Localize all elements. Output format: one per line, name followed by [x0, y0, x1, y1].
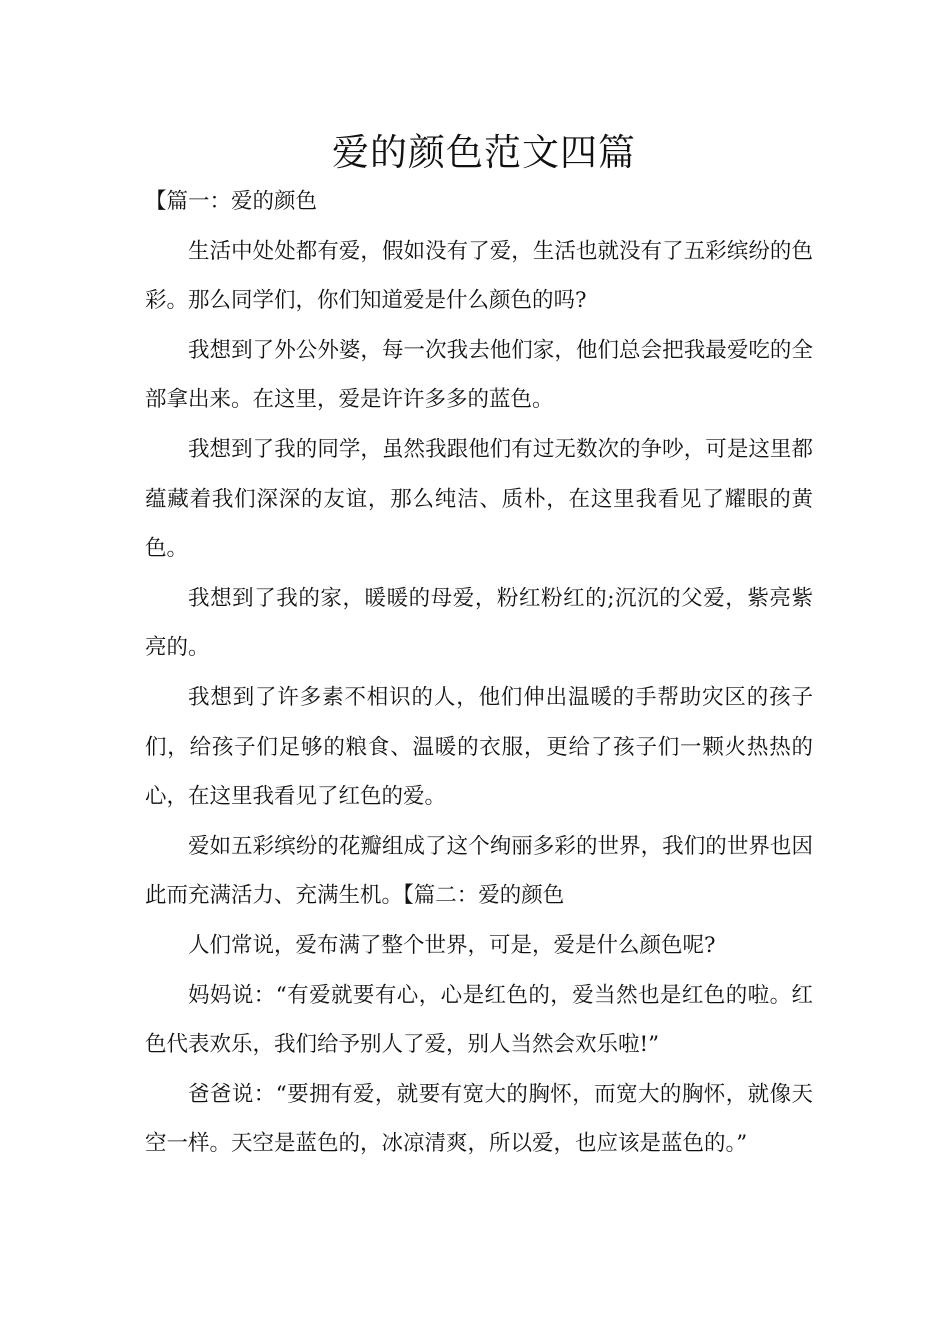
- paragraph-3: 我想到了我的同学，虽然我跟他们有过无数次的争吵，可是这里都蕴藏着我们深深的友谊，那么纯洁、质朴，在这里我看见了耀眼的黄色。: [145, 436, 813, 562]
- document-title: 爱的颜色范文四篇: [332, 131, 636, 174]
- paragraph-4: 我想到了我的家，暖暖的母爱，粉红粉红的;沉沉的父爱，紫亮紫亮的。: [145, 585, 813, 661]
- paragraph-6: 爱如五彩缤纷的花瓣组成了这个绚丽多彩的世界，我们的世界也因此而充满活力、充满生机。【篇二：爱的颜色: [145, 833, 813, 909]
- paragraph-9: 爸爸说：“要拥有爱，就要有宽大的胸怀，而宽大的胸怀，就像天空一样。天空是蓝色的，冰凉清爽，所以爱，也应该是蓝色的。”: [145, 1081, 813, 1157]
- paragraph-7: 人们常说，爱布满了整个世界，可是，爱是什么颜色呢?: [188, 932, 716, 958]
- paragraph-2: 我想到了外公外婆，每一次我去他们家，他们总会把我最爱吃的全部拿出来。在这里，爱是许许多多的蓝色。: [145, 337, 813, 413]
- paragraph-1: 生活中处处都有爱，假如没有了爱，生活也就没有了五彩缤纷的色彩。那么同学们，你们知道爱是什么颜色的吗?: [145, 238, 813, 314]
- section-heading-1: 【篇一：爱的颜色: [145, 189, 318, 214]
- paragraph-8: 妈妈说：“有爱就要有心，心是红色的，爱当然也是红色的啦。红色代表欢乐，我们给予别人了爱，别人当然会欢乐啦!”: [145, 982, 813, 1058]
- paragraph-5: 我想到了许多素不相识的人，他们伸出温暖的手帮助灾区的孩子们，给孩子们足够的粮食、温暖的衣服，更给了孩子们一颗火热热的心，在这里我看见了红色的爱。: [145, 684, 813, 810]
- document-body: [145, 177, 813, 1169]
